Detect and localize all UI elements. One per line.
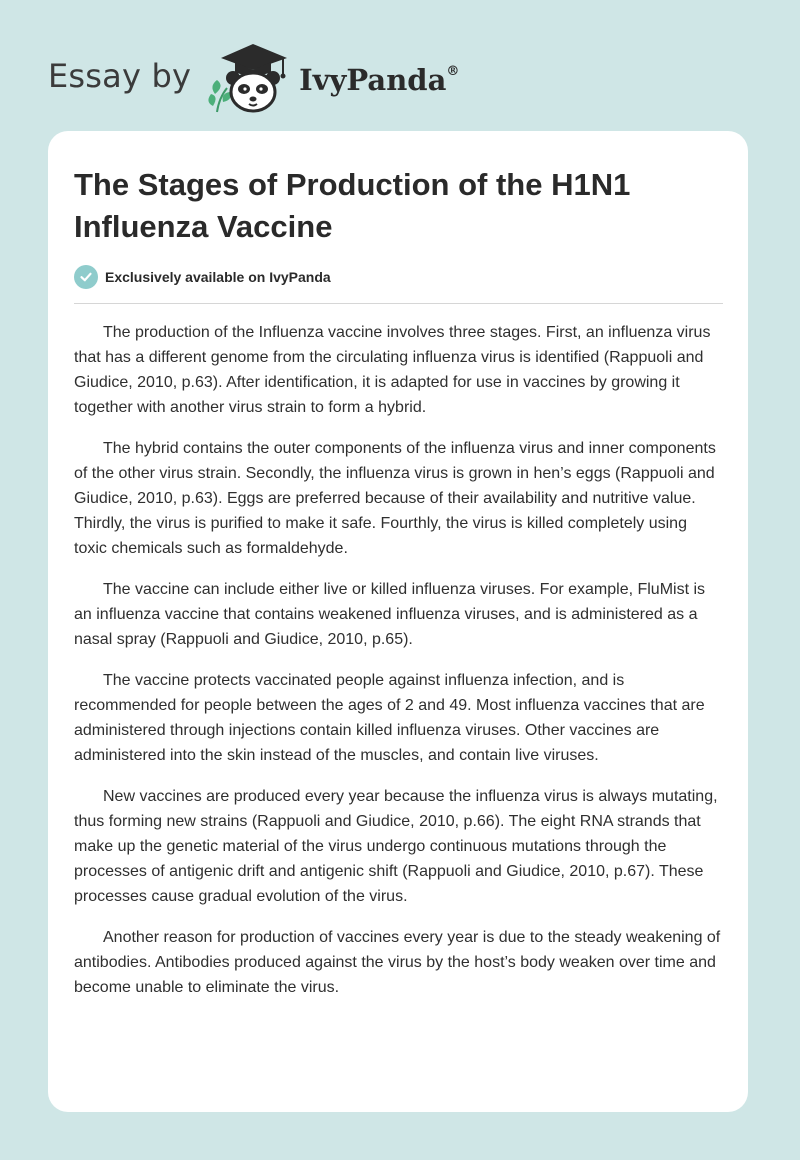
brand-name[interactable]: IvyPanda® xyxy=(299,63,460,97)
paragraph: The production of the Influenza vaccine involves three stages. First, an influenza virus that has a different genome from the circulating influenza virus is identified (Rappuoli and Giudice, 2010, p.63). After identification, it is adapted for use in vaccines by growing it together with another virus strain to form a hybrid. xyxy=(74,324,711,416)
paragraph: New vaccines are produced every year because the influenza virus is always mutating, thus forming new strains (Rappuoli and Giudice, 2010, p.66). The eight RNA strands that make up the genetic material of the virus undergo continuous mutations through the processes of antigenic drift and antigenic shift (Rappuoli and Giudice, 2010, p.67). These processes cause gradual evolution of the virus. xyxy=(74,788,718,905)
essay-by-label: Essay by xyxy=(48,57,192,95)
exclusive-badge xyxy=(74,265,331,289)
panda-logo-icon[interactable] xyxy=(205,36,297,116)
essay-card xyxy=(48,131,748,1112)
paragraph: The hybrid contains the outer components of the influenza virus and inner components of the other virus strain. Secondly, the influenza virus is grown in hen’s eggs (Rappuoli and Giudice, 2010, p.63). Eggs are preferred because of their availability and nutritive value. Thirdly, the virus is purified to make it safe. Fourthly, the virus is killed completely using toxic chemicals such as formaldehyde. xyxy=(74,440,716,557)
page-title: The Stages of Production of the H1N1 Influenza Vaccine xyxy=(74,167,631,244)
check-icon xyxy=(74,265,98,289)
essay-body xyxy=(74,320,724,1016)
paragraph: Another reason for production of vaccines every year is due to the steady weakening of antibodies. Antibodies produced against the virus by the host’s body weaken over time and become unable to eliminate the virus. xyxy=(74,929,721,996)
divider xyxy=(74,303,723,304)
paragraph: The vaccine protects vaccinated people against influenza infection, and is recommended for people between the ages of 2 and 49. Most influenza vaccines that are administered through injections contain killed influenza viruses. Other vaccines are administered into the skin instead of the muscles, and contain live viruses. xyxy=(74,672,705,764)
badge-label: Exclusively available on IvyPanda xyxy=(105,269,331,285)
site-header xyxy=(48,36,459,116)
paragraph: The vaccine can include either live or killed influenza viruses. For example, FluMist is an influenza vaccine that contains weakened influenza viruses, and is administered as a nasal spray (Rappuoli and Giudice, 2010, p.65). xyxy=(74,581,706,648)
